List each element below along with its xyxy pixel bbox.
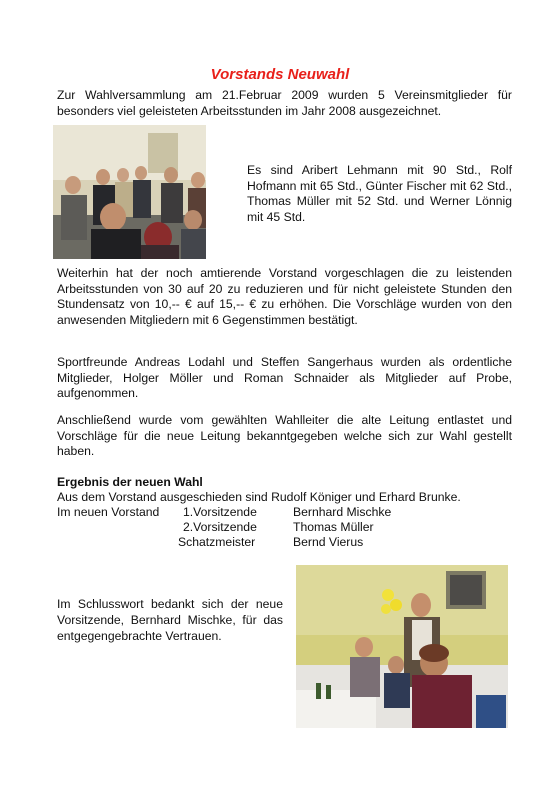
members-paragraph: Sportfreunde Andreas Lodahl und Steffen Sangerhaus wurden als ordentliche Mitglieder, Holger Möller und Roman Schnaider als Mitglieder auf Probe, aufgenommen. (57, 355, 512, 400)
discharge-paragraph: Anschließend wurde vom gewählten Wahlleiter die alte Leitung entlastet und Vorschläge für die neue Leitung bekanntgegeben welche sich zur Wahl gestellt haben. (57, 413, 512, 458)
board-label: Im neuen Vorstand (57, 505, 160, 519)
role-name: Thomas Müller (293, 520, 374, 534)
result-heading: Ergebnis der neuen Wahl (57, 475, 203, 489)
role-name: Bernd Vierus (293, 535, 364, 549)
role-label: 1.Vorsitzende (183, 505, 257, 519)
role-label: Schatzmeister (178, 535, 256, 549)
chairman-photo (296, 565, 508, 728)
intro-paragraph: Zur Wahlversammlung am 21.Februar 2009 wurden 5 Vereinsmitglieder für besonders viel geleisteten Arbeitsstunden im Jahr 2008 ausgezeichnet. (57, 88, 512, 118)
page-title: Vorstands Neuwahl (210, 66, 350, 84)
proposal-paragraph: Weiterhin hat der noch amtierende Vorstand vorgeschlagen die zu leistenden Arbeitsstunden von 30 auf 20 zu reduzieren und für nicht geleistete Stunden den Stundensatz von 10,-- € auf 15,-- € zu erhöhen. Die Vorschläge wurden von den anwesenden Mitgliedern mit 6 Gegenstimmen bestätigt. (57, 266, 512, 327)
closing-paragraph: Im Schlusswort bedankt sich der neue Vorsitzende, Bernhard Mischke, für das entgegengebrachte Vertrauen. (57, 597, 283, 643)
role-label: 2.Vorsitzende (183, 520, 257, 534)
departed-line: Aus dem Vorstand ausgeschieden sind Rudolf Königer und Erhard Brunke. (57, 490, 461, 504)
ceremony-photo (53, 125, 206, 259)
role-name: Bernhard Mischke (293, 505, 392, 519)
honorees-paragraph: Es sind Aribert Lehmann mit 90 Std., Rolf Hofmann mit 65 Std., Günter Fischer mit 62 Std., Thomas Müller mit 52 Std. und Werner Lönnig mit 45 Std. (247, 163, 512, 224)
